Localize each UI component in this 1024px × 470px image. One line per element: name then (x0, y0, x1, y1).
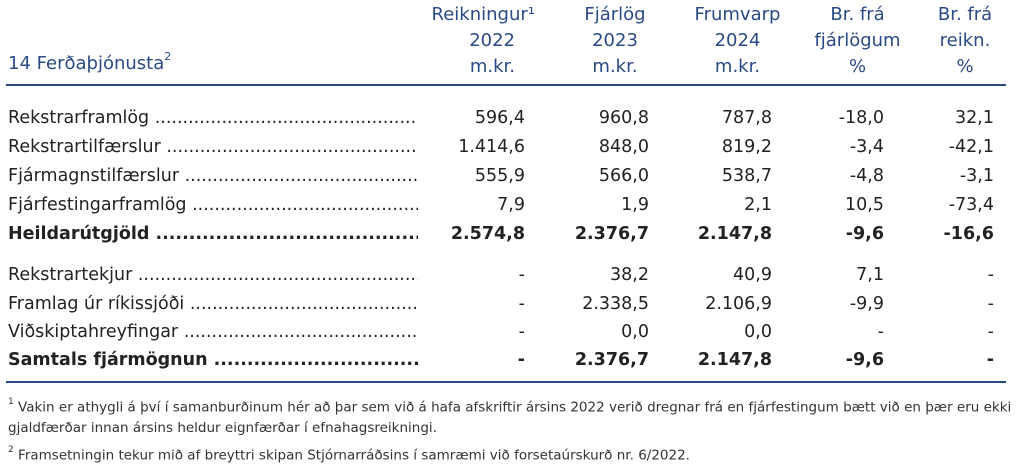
row-label (8, 224, 418, 244)
row-label-text: Framlag úr ríkissjóði (8, 294, 185, 314)
cell-reikningur-2022: 7,9 (497, 195, 525, 215)
footnote-1-mark: 1 (8, 397, 14, 407)
cell-fjarlog-2023: 2.376,7 (574, 224, 649, 244)
table-row (0, 108, 1024, 137)
column-header-line1: Br. frá (830, 4, 885, 25)
cell-reikningur-2022: - (518, 294, 525, 314)
section-title-text: 14 Ferðaþjónusta (8, 53, 165, 74)
row-label (8, 265, 418, 285)
table-row (0, 137, 1024, 166)
cell-br-fjarlogum: -9,6 (845, 224, 884, 244)
row-label-text: Rekstrarframlög (8, 108, 150, 128)
row-label (8, 294, 418, 314)
row-label (8, 108, 418, 128)
row-label (8, 137, 418, 157)
footnote-1 (8, 394, 1013, 438)
footer-rule (6, 381, 1006, 383)
cell-br-fjarlogum: 7,1 (856, 265, 884, 285)
row-label-text: Rekstrartekjur (8, 265, 133, 285)
header-rule (6, 84, 1006, 86)
cell-frumvarp-2024: 2.106,9 (705, 294, 772, 314)
cell-fjarlog-2023: 1,9 (621, 195, 649, 215)
column-header-line2: 2024 (714, 30, 761, 51)
cell-br-reikn: - (986, 350, 994, 370)
row-label (8, 322, 418, 342)
cell-fjarlog-2023: 848,0 (598, 137, 649, 157)
cell-br-reikn: -42,1 (948, 137, 994, 157)
cell-reikningur-2022: - (517, 350, 525, 370)
cell-br-fjarlogum: -3,4 (849, 137, 884, 157)
table-row (0, 195, 1024, 224)
row-label-text: Viðskiptahreyfingar (8, 322, 179, 342)
row-label (8, 195, 418, 215)
cell-br-fjarlogum: - (877, 322, 884, 342)
cell-reikningur-2022: - (518, 265, 525, 285)
cell-frumvarp-2024: 819,2 (721, 137, 772, 157)
cell-reikningur-2022: 1.414,6 (458, 137, 525, 157)
column-header-line3: m.kr. (469, 56, 515, 77)
column-header-line3: % (848, 56, 867, 77)
row-label (8, 350, 418, 370)
table-row-total (0, 224, 1024, 253)
column-header-line3: m.kr. (592, 56, 638, 77)
cell-frumvarp-2024: 538,7 (721, 166, 772, 186)
cell-br-fjarlogum: 10,5 (845, 195, 884, 215)
column-header-line1: Reikningur¹ (431, 4, 535, 25)
row-label-text: Fjárfestingarframlög (8, 195, 187, 215)
cell-fjarlog-2023: 2.338,5 (582, 294, 649, 314)
cell-br-reikn: - (987, 322, 994, 342)
table-row (0, 265, 1024, 294)
table-row (0, 294, 1024, 323)
cell-frumvarp-2024: 40,9 (733, 265, 772, 285)
cell-frumvarp-2024: 2,1 (744, 195, 772, 215)
cell-fjarlog-2023: 960,8 (598, 108, 649, 128)
cell-reikningur-2022: 596,4 (474, 108, 525, 128)
cell-fjarlog-2023: 0,0 (621, 322, 649, 342)
table-row (0, 166, 1024, 195)
column-header-line2: 2023 (592, 30, 638, 51)
cell-frumvarp-2024: 787,8 (721, 108, 772, 128)
column-header-br-reikn (925, 2, 1005, 80)
cell-br-reikn: -3,1 (959, 166, 994, 186)
column-header-fjarlog (570, 2, 660, 80)
cell-br-reikn: -16,6 (943, 224, 994, 244)
cell-br-fjarlogum: -9,9 (849, 294, 884, 314)
table-row-total (0, 350, 1024, 379)
column-header-br-fjarlogum (805, 2, 910, 80)
table-row (0, 322, 1024, 351)
section-title-footnote-mark: 2 (164, 50, 172, 63)
column-header-line3: % (956, 56, 974, 77)
cell-fjarlog-2023: 38,2 (610, 265, 649, 285)
row-label-text: Rekstrartilfærslur (8, 137, 161, 157)
column-header-line1: Br. frá (937, 4, 993, 25)
column-header-line2: fjárlögum (814, 30, 901, 51)
footnote-2-mark: 2 (8, 445, 14, 455)
cell-br-reikn: - (987, 294, 994, 314)
footnote-2-text: Framsetningin tekur mið af breyttri skipan Stjórnarráðsins í samræmi við forsetaúrskurð nr. 6/2022. (18, 447, 690, 464)
column-header-line1: Frumvarp (694, 4, 781, 25)
cell-frumvarp-2024: 2.147,8 (697, 350, 772, 370)
row-label-text: Samtals fjármögnun (8, 350, 208, 370)
cell-br-fjarlogum: -9,6 (845, 350, 884, 370)
cell-reikningur-2022: 2.574,8 (450, 224, 525, 244)
cell-br-fjarlogum: -18,0 (838, 108, 884, 128)
cell-fjarlog-2023: 2.376,7 (574, 350, 649, 370)
cell-frumvarp-2024: 2.147,8 (697, 224, 772, 244)
cell-reikningur-2022: - (518, 322, 525, 342)
footnote-1-text: Vakin er athygli á því í samanburðinum hér að þar sem við á hafa afskriftir ársins 2022 verið dregnar frá en fjárfestingum bætt við en þær eru ekki gjaldfærðar innan ársins heldur eignfærðar í efnahagsreikningi. (8, 399, 1012, 436)
column-header-line3: m.kr. (714, 56, 761, 77)
cell-br-reikn: 32,1 (955, 108, 994, 128)
cell-br-fjarlogum: -4,8 (849, 166, 884, 186)
cell-br-reikn: - (987, 265, 994, 285)
row-label-text: Fjármagnstilfærslur (8, 166, 180, 186)
cell-frumvarp-2024: 0,0 (744, 322, 772, 342)
column-header-line1: Fjárlög (584, 4, 646, 25)
cell-fjarlog-2023: 566,0 (598, 166, 649, 186)
column-header-frumvarp (680, 2, 795, 80)
column-header-line2: reikn. (939, 30, 991, 51)
column-header-reikningur (425, 2, 535, 80)
section-title (8, 52, 171, 74)
footnote-2 (8, 442, 1013, 466)
cell-br-reikn: -73,4 (948, 195, 994, 215)
row-label (8, 166, 418, 186)
cell-reikningur-2022: 555,9 (474, 166, 525, 186)
column-header-line2: 2022 (469, 30, 515, 51)
row-label-text: Heildarútgjöld (8, 224, 150, 244)
